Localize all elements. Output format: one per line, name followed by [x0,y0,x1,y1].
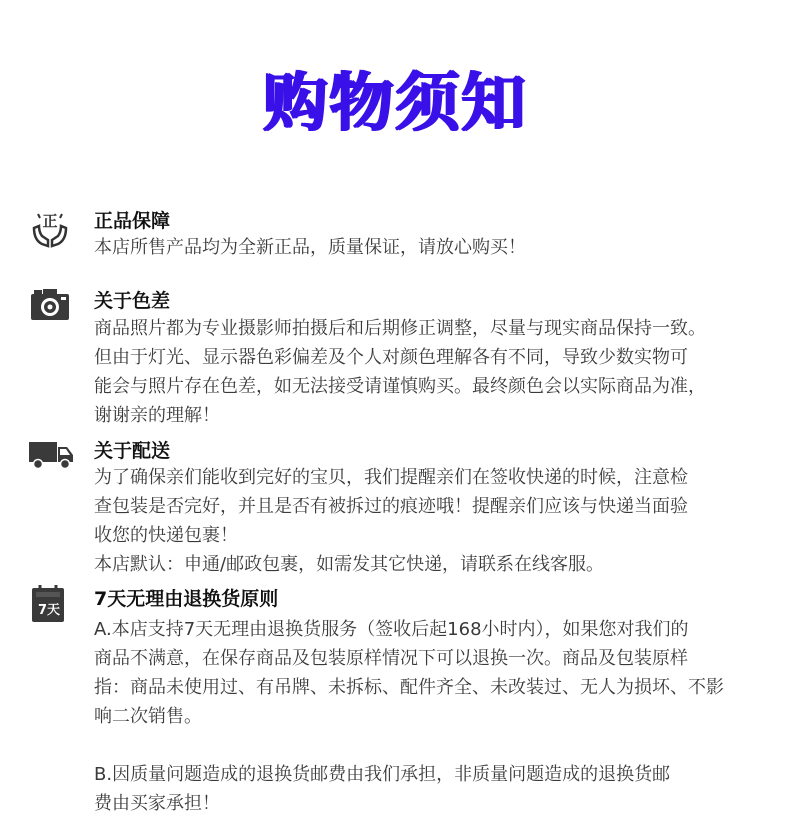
hands-holding-genuine-icon [28,206,72,250]
body-line: B.因质量问题造成的退换货邮费由我们承担，非质量问题造成的退换货邮 [94,764,671,785]
delivery-truck-icon [28,436,74,480]
svg-text:正: 正 [42,212,58,230]
calendar-icon-text: 7天 [38,603,61,618]
body-line: 为了确保亲们能收到完好的宝贝，我们提醒亲们在签收快递的时候，注意检 [94,467,688,488]
body-line: A.本店支持7天无理由退换货服务（签收后起168小时内），如果您对我们的 [94,619,689,640]
body-line: 响二次销售。 [94,706,202,727]
body-line: 查包装是否完好，并且是否有被拆过的痕迹哦！提醒亲们应该与快递当面验 [94,496,688,517]
section-body [94,233,774,262]
section-body [94,615,774,818]
body-line: 收您的快递包裹！ [94,525,238,546]
body-line: 本店默认：申通/邮政包裹，如需发其它快递，请联系在线客服。 [94,554,605,575]
section-heading: 正品保障 [94,210,171,232]
body-line-spacer [94,731,774,760]
calendar-7-days-icon [30,584,66,624]
body-line: 指：商品未使用过、有吊牌、未拆标、配件齐全、未改装过、无人为损坏、不影 [94,677,724,698]
section-heading: 关于色差 [94,290,171,312]
body-line: 本店所售产品均为全新正品，质量保证，请放心购买！ [94,237,526,258]
section-body [94,314,774,430]
page-title: 购物须知 [263,67,527,141]
body-line: 商品照片都为专业摄影师拍摄后和后期修正调整，尽量与现实商品保持一致。 [94,318,706,339]
body-line: 能会与照片存在色差，如无法接受请谨慎购买。最终颜色会以实际商品为准， [94,376,706,397]
section-heading: 7天无理由退换货原则 [94,588,279,610]
body-line: 商品不满意，在保存商品及包装原样情况下可以退换一次。商品及包装原样 [94,648,688,669]
section-heading: 关于配送 [94,440,171,462]
body-line: 费由买家承担！ [94,793,220,814]
section-body [94,463,774,579]
camera-icon [28,284,72,328]
body-line: 但由于灯光、显示器色彩偏差及个人对颜色理解各有不同，导致少数实物可 [94,347,688,368]
body-line: 谢谢亲的理解！ [94,405,220,426]
